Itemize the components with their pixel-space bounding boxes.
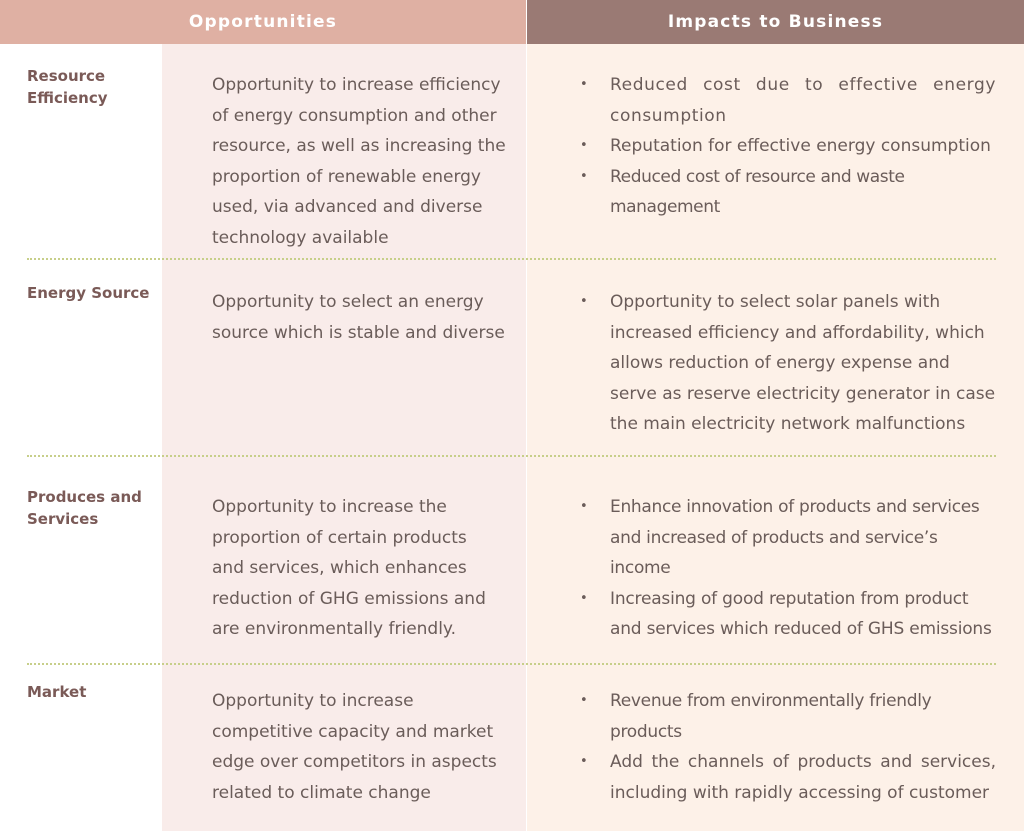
impact-item: • Reduced cost due to effective energy consumption bbox=[580, 70, 996, 131]
impact-item: • Revenue from environmentally friendly products bbox=[580, 686, 996, 747]
row-divider bbox=[27, 663, 996, 665]
opportunity-text: Opportunity to increase competitive capacity and market edge over competitors in aspects related to climate change bbox=[212, 691, 497, 803]
impacts-list bbox=[580, 686, 996, 808]
row-divider bbox=[27, 258, 996, 260]
row-label: Produces and Services bbox=[27, 488, 142, 528]
opportunity-text: Opportunity to increase the proportion of certain products and services, which enhances reduction of GHG emissions and are environmentally friendly. bbox=[212, 497, 486, 640]
opportunities-header: Opportunities bbox=[0, 0, 526, 44]
impact-item: • Enhance innovation of products and services and increased of products and service’s income bbox=[580, 492, 996, 584]
impact-item: • Increasing of good reputation from product and services which reduced of GHS emissions bbox=[580, 584, 996, 645]
impact-item: • Opportunity to select solar panels with increased efficiency and affordability, which allows reduction of energy expense and serve as reserve electricity generator in case the main electricity network malfunctions bbox=[580, 287, 996, 440]
row-label: Energy Source bbox=[27, 284, 150, 302]
impacts-header: Impacts to Business bbox=[527, 0, 1024, 44]
impact-item: • Add the channels of products and services, including with rapidly accessing of customer bbox=[580, 747, 996, 808]
impact-item: • Reduced cost of resource and waste management bbox=[580, 162, 996, 223]
opportunity-text: Opportunity to increase efficiency of energy consumption and other resource, as well as increasing the proportion of renewable energy used, via advanced and diverse technology available bbox=[212, 75, 506, 248]
row-divider bbox=[27, 455, 996, 457]
opportunity-text: Opportunity to select an energy source which is stable and diverse bbox=[212, 292, 505, 343]
impact-item: • Reputation for effective energy consumption bbox=[580, 131, 996, 162]
row-label: Market bbox=[27, 683, 87, 701]
row-label: Resource Efficiency bbox=[27, 67, 108, 107]
impacts-list bbox=[580, 492, 996, 645]
impacts-list bbox=[580, 70, 996, 223]
impacts-list bbox=[580, 287, 996, 440]
